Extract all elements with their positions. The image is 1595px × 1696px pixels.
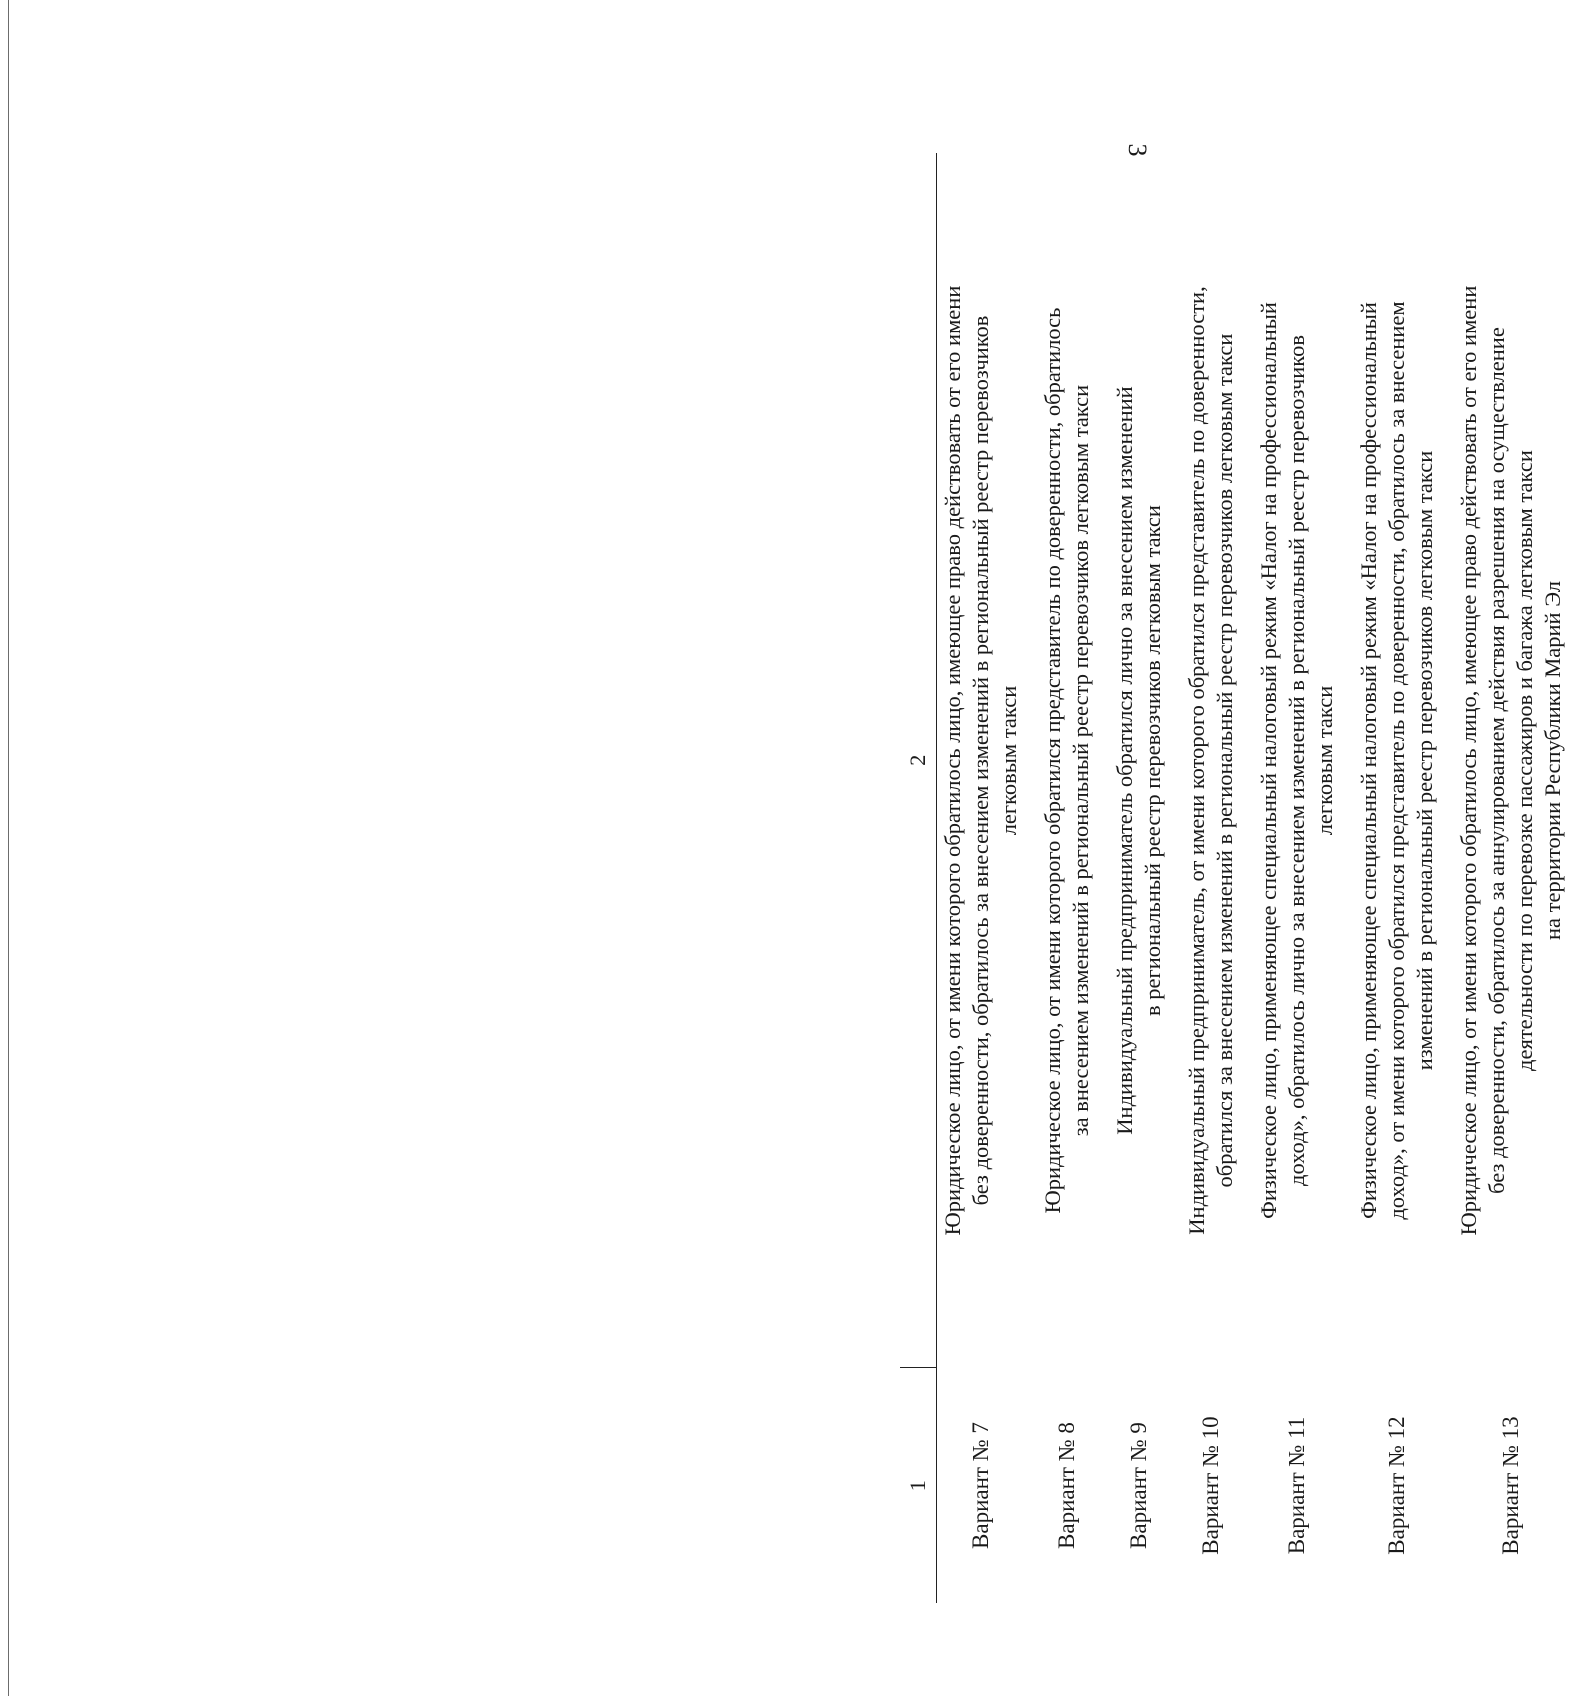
- description-line: легковым такси: [996, 685, 1021, 836]
- description-line: без доверенности, обратилось за внесением изменений в региональный реестр перевозчиков: [968, 315, 993, 1206]
- table-row: [1347, 153, 1447, 1603]
- description-line: деятельности по перевозке пассажиров и багажа легковым такси: [1512, 450, 1537, 1071]
- description-line: изменений в региональный реестр перевозчиков легковым такси: [1412, 450, 1437, 1071]
- column-header-2: 2: [900, 153, 937, 1368]
- variant-label: Вариант № 7: [968, 1422, 993, 1549]
- page-number: 3: [1123, 143, 1152, 157]
- rotated-table-container: [900, 153, 1595, 1603]
- description-line: доход», от имени которого обратился представитель по доверенности, обратилось за внесением: [1384, 301, 1409, 1220]
- variant-label: Вариант № 10: [1198, 1416, 1223, 1555]
- variant-description: [1347, 153, 1447, 1368]
- description-line: Физическое лицо, применяющее специальный налоговый режим «Налог на профессиональный: [1356, 302, 1381, 1219]
- description-line: за внесением изменений в региональный реестр перевозчиков легковым такси: [1068, 384, 1093, 1137]
- variant-description: [937, 153, 1032, 1368]
- description-line: доход», обратилось лично за внесением изменений в региональный реестр перевозчиков: [1284, 335, 1309, 1186]
- description-line: в региональный реестр перевозчиков легковым такси: [1140, 505, 1165, 1016]
- column-header-1: 1: [900, 1368, 937, 1603]
- description-line: Юридическое лицо, от имени которого обратился представитель по доверенности, обратилось: [1040, 307, 1065, 1214]
- table-row: [1175, 153, 1247, 1603]
- variant-description: [1103, 153, 1175, 1368]
- variant-description: [1247, 153, 1347, 1368]
- description-line: Юридическое лицо, от имени которого обратилось лицо, имеющее право действовать от его имени: [1456, 285, 1481, 1236]
- variant-label: Вариант № 12: [1384, 1416, 1409, 1555]
- description-line: легковым такси: [1312, 685, 1337, 836]
- variant-description: [1031, 153, 1103, 1368]
- description-line: Индивидуальный предприниматель обратился лично за внесением изменений: [1112, 386, 1137, 1135]
- table-row: [937, 153, 1032, 1603]
- description-line: на территории Республики Марий Эл: [1540, 581, 1565, 940]
- page-edge: [8, 0, 9, 1696]
- variant-description: [1175, 153, 1247, 1368]
- variants-table: [900, 153, 1575, 1603]
- table-header-row: [900, 153, 937, 1603]
- description-line: Индивидуальный предприниматель, от имени которого обратился представитель по доверенности,: [1184, 286, 1209, 1235]
- description-line: без доверенности, обратилось за аннулированием действия разрешения на осуществление: [1484, 327, 1509, 1194]
- variant-label: Вариант № 13: [1498, 1416, 1523, 1555]
- description-line: Физическое лицо, применяющее специальный налоговый режим «Налог на профессиональный: [1256, 302, 1281, 1219]
- description-line: обратился за внесением изменений в региональный реестр перевозчиков легковым такси: [1212, 333, 1237, 1188]
- table-row: [1247, 153, 1347, 1603]
- variant-label: Вариант № 9: [1126, 1422, 1151, 1549]
- description-line: Юридическое лицо, от имени которого обратилось лицо, имеющее право действовать от его имени: [940, 285, 965, 1236]
- variant-label: Вариант № 8: [1054, 1422, 1079, 1549]
- table-row: [1103, 153, 1175, 1603]
- table-row: [1031, 153, 1103, 1603]
- variant-label: Вариант № 11: [1284, 1416, 1309, 1555]
- table-body: [937, 153, 1576, 1603]
- table-row: [1447, 153, 1575, 1603]
- variant-description: [1447, 153, 1575, 1368]
